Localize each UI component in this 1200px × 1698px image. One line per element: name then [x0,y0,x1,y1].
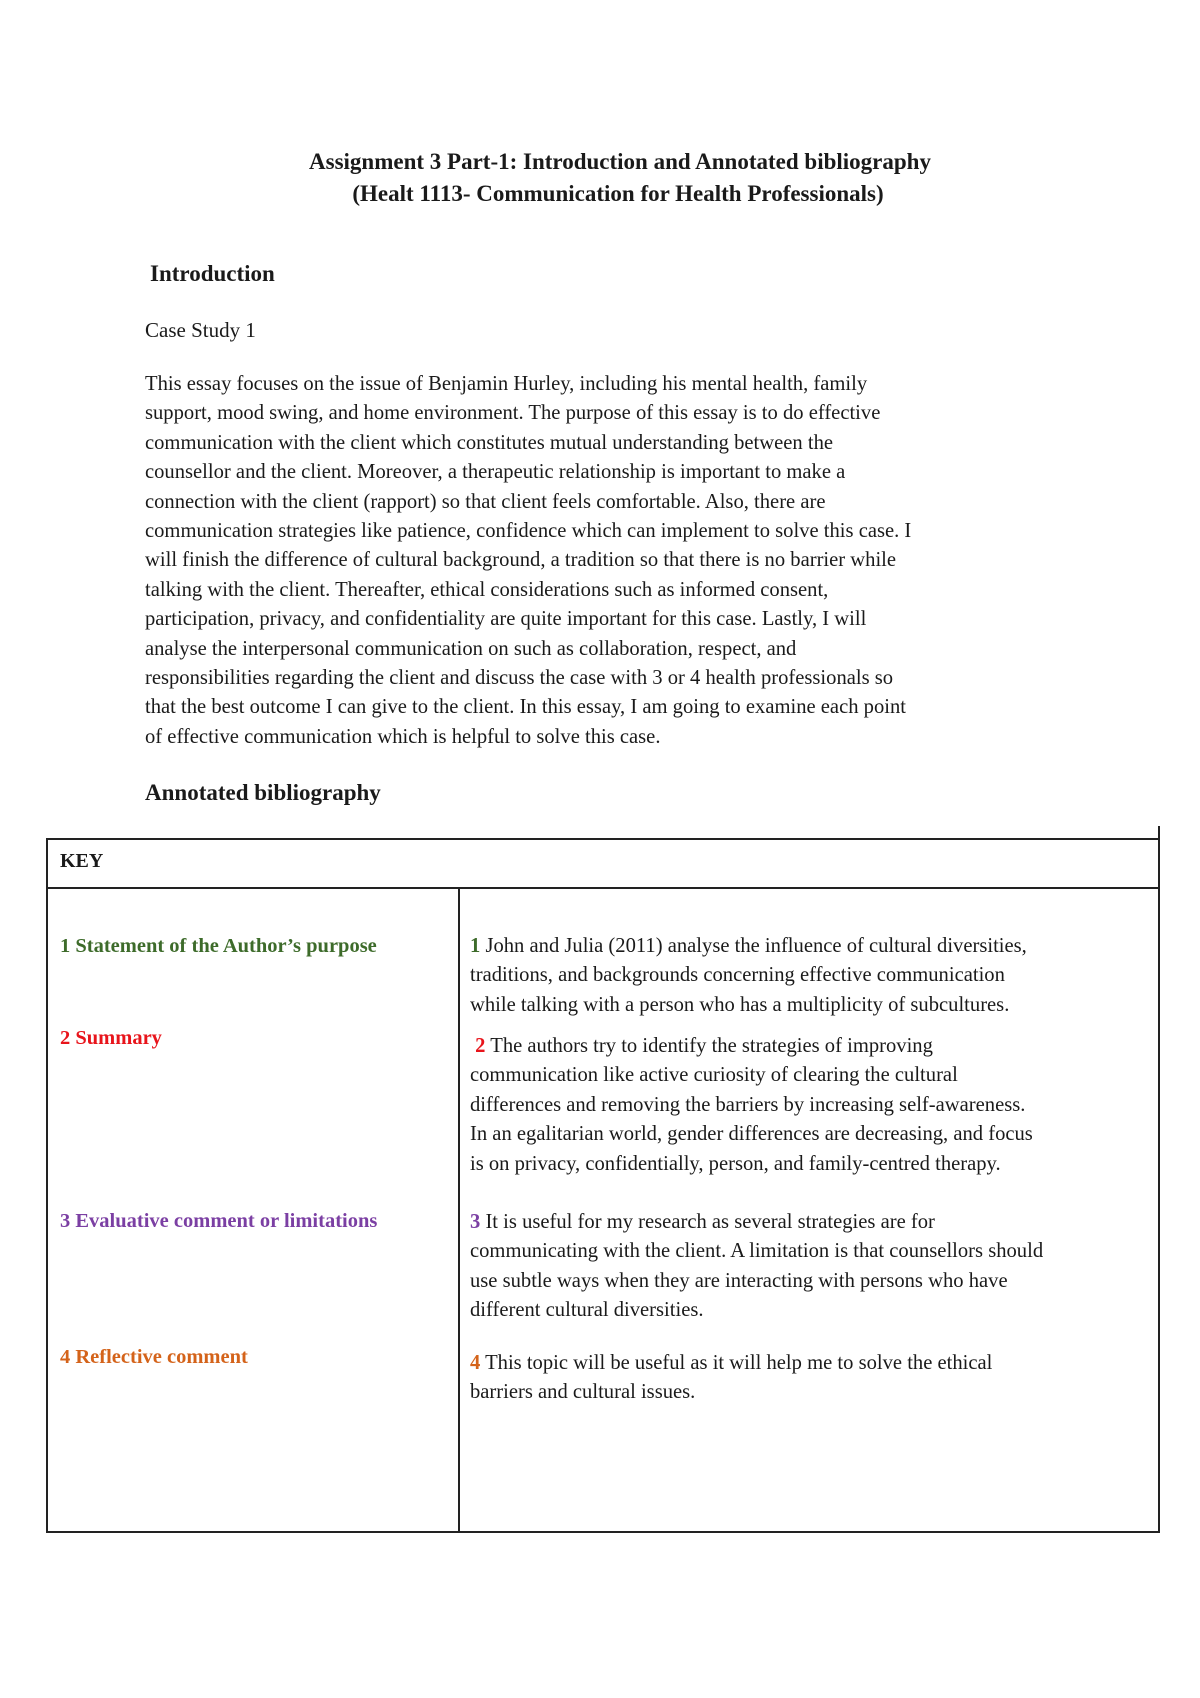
title-line-1: Assignment 3 Part-1: Introduction and Annotated bibliography [309,149,931,174]
intro-line: responsibilities regarding the client and discuss the case with 3 or 4 health professionals so [145,667,894,690]
intro-line: communication with the client which constitutes mutual understanding between the [145,431,834,454]
annotation-line: It is useful for my research as several strategies are for [485,1211,935,1233]
annotation-3 [470,1208,1160,1326]
legend-reflective-comment: 4 Reflective comment [60,1346,248,1368]
key-label: KEY [60,850,104,872]
annotation-line: John and Julia (2011) analyse the influence of cultural diversities, [485,935,1027,957]
annotation-line: This topic will be useful as it will help me to solve the ethical [485,1352,993,1374]
annotation-line: different cultural diversities. [470,1299,704,1322]
annotation-line: differences and removing the barriers by increasing self-awareness. [470,1093,1026,1116]
annotation-line: traditions, and backgrounds concerning effective communication [470,964,1005,987]
annotation-line: while talking with a person who has a multiplicity of subcultures. [470,993,1010,1016]
introduction-paragraph [145,370,1065,752]
legend-summary: 2 Summary [60,1027,162,1049]
annotation-number: 3 [470,1211,481,1233]
intro-line: participation, privacy, and confidentiality are quite important for this case. Lastly, I will [145,608,867,631]
annotation-line: barriers and cultural issues. [470,1381,696,1404]
intro-line: connection with the client (rapport) so that client feels comfortable. Also, there are [145,490,826,513]
case-study-label: Case Study 1 [145,318,256,342]
title-line-2: (Healt 1113- Communication for Health Professionals) [352,181,884,206]
intro-line: that the best outcome I can give to the client. In this essay, I am going to examine each point [145,696,906,719]
annotation-line: The authors try to identify the strategies of improving [490,1035,933,1057]
annotated-bibliography-heading: Annotated bibliography [145,780,381,805]
intro-line: talking with the client. Thereafter, ethical considerations such as informed consent, [145,578,829,601]
annotation-number: 1 [470,935,481,957]
annotation-line: communication like active curiosity of clearing the cultural [470,1064,958,1087]
intro-line: will finish the difference of cultural background, a tradition so that there is no barrier while [145,549,897,572]
intro-line: analyse the interpersonal communication on such as collaboration, respect, and [145,637,797,660]
intro-line: support, mood swing, and home environment. The purpose of this essay is to do effective [145,402,881,425]
document-title [0,146,1200,210]
annotation-1 [470,932,1160,1020]
annotation-number: 2 [475,1035,486,1057]
annotation-line: communicating with the client. A limitation is that counsellors should [470,1240,1044,1263]
intro-line: communication strategies like patience, confidence which can implement to solve this case. I [145,520,912,543]
annotation-line: In an egalitarian world, gender differences are decreasing, and focus [470,1123,1033,1146]
annotation-key-table [46,838,1160,1533]
annotation-number: 4 [470,1352,481,1374]
annotation-line: use subtle ways when they are interacting with persons who have [470,1269,1008,1292]
annotation-4 [470,1349,1160,1408]
table-column-divider [458,889,460,1531]
legend-author-purpose: 1 Statement of the Author’s purpose [60,935,377,957]
key-header-row [48,840,1158,889]
introduction-heading: Introduction [150,261,275,286]
intro-line: This essay focuses on the issue of Benjamin Hurley, including his mental health, family [145,373,868,395]
annotation-line: is on privacy, confidentially, person, and family-centred therapy. [470,1152,1001,1175]
legend-evaluative-comment: 3 Evaluative comment or limitations [60,1210,378,1232]
intro-line: counsellor and the client. Moreover, a therapeutic relationship is important to make a [145,461,846,484]
intro-line: of effective communication which is helpful to solve this case. [145,725,661,748]
annotation-2 [470,1032,1160,1179]
